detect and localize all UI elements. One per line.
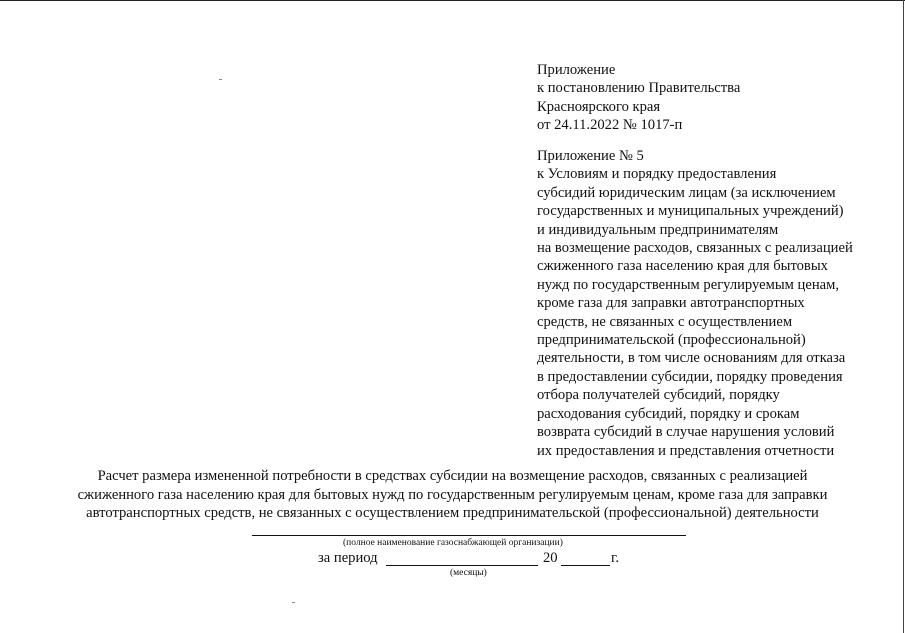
title-line: Расчет размера измененной потребности в средствах субсидии на возмещение расходов, связанных с реализацией: [97, 468, 808, 484]
appendix-line: на возмещение расходов, связанных с реализацией: [537, 240, 853, 257]
approval-header: [537, 61, 740, 135]
title-line: сжиженного газа населению края для бытовых нужд по государственным регулируемым ценам, кроме газа для заправки: [77, 486, 828, 503]
appendix-line: их предоставления и представления отчетности: [537, 442, 835, 459]
approval-line: Красноярского края: [537, 98, 661, 115]
appendix-line: и индивидуальным предпринимателям: [537, 221, 779, 238]
appendix-line: предпринимательской (профессиональной): [537, 332, 806, 349]
year-suffix: г.: [611, 550, 619, 566]
months-line: [386, 565, 538, 566]
appendix-line: нужд по государственным регулируемым ценам,: [537, 276, 839, 293]
year-line: [561, 565, 610, 566]
year-prefix: 20: [543, 550, 558, 566]
org-name-line: [252, 535, 686, 536]
appendix-line: отбора получателей субсидий, порядку: [537, 387, 780, 404]
appendix-line: государственных и муниципальных учреждений): [537, 203, 844, 220]
appendix-line: расходования субсидий, порядку и срокам: [537, 405, 800, 422]
scan-speck: [219, 79, 222, 80]
top-border: [0, 0, 905, 1]
appendix-line: деятельности, в том числе основаниям для отказа: [537, 350, 846, 367]
org-name-caption: (полное наименование газоснабжающей организации): [343, 538, 563, 548]
approval-line: от 24.11.2022 № 1017-п: [537, 117, 683, 134]
appendix-line: в предоставлении субсидии, порядку проведения: [537, 368, 843, 385]
appendix-line: кроме газа для заправки автотранспортных: [537, 295, 805, 312]
document-title: [40, 467, 865, 523]
appendix-line: к Условиям и порядку предоставления: [537, 166, 777, 183]
appendix-header: [537, 147, 853, 460]
appendix-line: возврата субсидий в случае нарушения условий: [537, 424, 835, 441]
period-label: за период: [318, 550, 378, 566]
approval-line: к постановлению Правительства: [537, 80, 741, 97]
right-border: [903, 0, 904, 633]
appendix-line: средств, не связанных с осуществлением: [537, 313, 793, 330]
appendix-line: Приложение № 5: [537, 148, 644, 164]
months-caption: (месяцы): [450, 568, 487, 578]
approval-line: Приложение: [537, 62, 616, 78]
scan-speck: [292, 602, 295, 603]
appendix-line: сжиженного газа населению края для бытовых: [537, 258, 828, 275]
appendix-line: субсидий юридическим лицам (за исключением: [537, 184, 836, 201]
title-line: автотранспортных средств, не связанных с осуществлением предпринимательской (профессиональной) деятельности: [86, 505, 819, 522]
